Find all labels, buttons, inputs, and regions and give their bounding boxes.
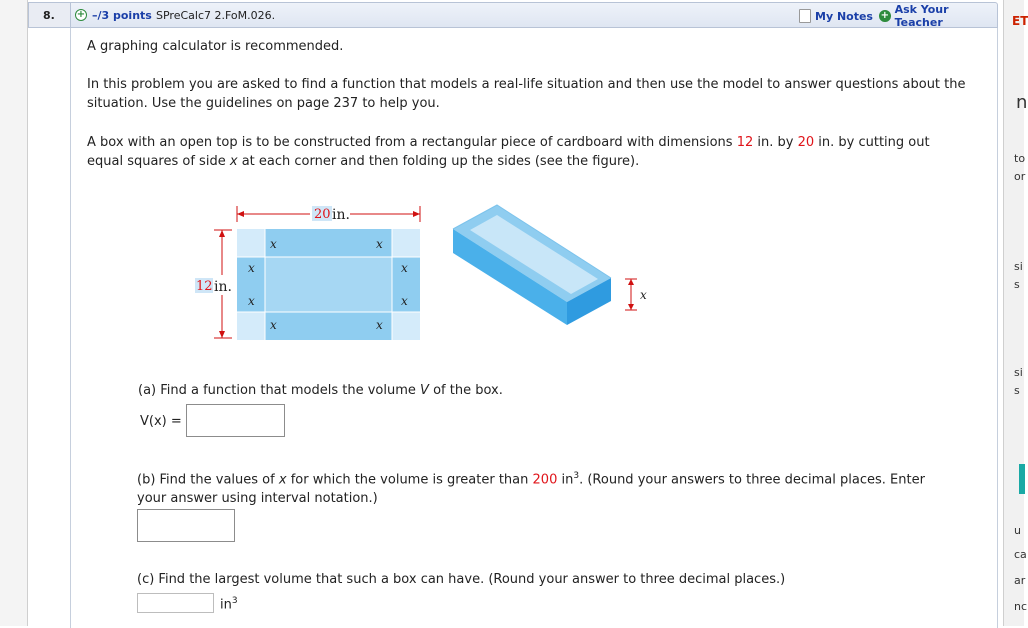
top-dim-unit: in.: [332, 207, 350, 223]
side-fragment: to: [1014, 152, 1026, 165]
problem-id: SPreCalc7 2.FoM.026.: [156, 9, 276, 22]
interval-input[interactable]: [137, 509, 235, 542]
box-height-label: x: [640, 288, 647, 302]
side-fragment: si: [1014, 260, 1023, 273]
part-c-unit-base: in: [220, 597, 232, 613]
calculator-note: A graphing calculator is recommended.: [87, 39, 344, 54]
part-b-text: (b) Find the values of: [137, 472, 275, 488]
part-b-unit: in: [561, 472, 574, 488]
part-b-text-mid: for which the volume is greater than: [290, 472, 529, 488]
corner-label: x: [376, 237, 383, 251]
left-dim-value: 12: [196, 279, 213, 294]
part-c-unit: [220, 592, 238, 614]
points-label[interactable]: –/3 points: [92, 9, 152, 22]
part-b-var: x: [278, 472, 287, 488]
left-dim-unit: in.: [214, 279, 232, 295]
plus-icon: +: [880, 10, 889, 21]
side-fragment: u: [1014, 524, 1021, 537]
top-dim-value: 20: [314, 207, 331, 222]
width-value: 12: [736, 135, 754, 150]
vx-input[interactable]: [186, 404, 285, 437]
corner-label: x: [248, 261, 255, 275]
variable-x: x: [229, 154, 238, 169]
length-value: 20: [797, 135, 815, 150]
box-height-dimension: [625, 279, 637, 310]
side-fragment: or: [1014, 170, 1026, 183]
corner-label: x: [248, 294, 255, 308]
question-number: 8.: [28, 2, 70, 28]
largest-volume-input[interactable]: [137, 593, 214, 613]
corner-label: x: [401, 261, 408, 275]
side-fragment: nc: [1014, 600, 1028, 613]
side-fragment: s: [1014, 278, 1020, 291]
side-fragment: n: [1016, 92, 1028, 113]
corner-label: x: [270, 237, 277, 251]
problem-text-3: at each corner and then folding up the sides (see the figure).: [241, 154, 640, 169]
part-b-prompt: [137, 467, 947, 508]
vx-label: V(x) =: [140, 414, 182, 429]
problem-text-1: A box with an open top is to be constructed from a rectangular piece of cardboard with dimensions: [87, 135, 733, 150]
volume-value: 200: [532, 472, 558, 488]
part-a-text: (a) Find a function that models the volume: [138, 383, 416, 398]
expand-plus-icon[interactable]: +: [76, 9, 86, 20]
side-fragment: ar: [1014, 574, 1026, 587]
part-a-prompt: [138, 381, 503, 400]
corner-label: x: [270, 318, 277, 332]
part-a-var: V: [420, 383, 429, 398]
corner-label: x: [401, 294, 408, 308]
side-fragment: s: [1014, 384, 1020, 397]
part-b-text-end: . (Round your answers to three decimal places. Enter your answer using interval notation.): [137, 472, 925, 507]
corner-label: x: [376, 318, 383, 332]
side-fragment: si: [1014, 366, 1023, 379]
my-notes-label: My Notes: [815, 9, 873, 23]
side-fragment: ca: [1014, 548, 1027, 561]
part-b-unit-exp: 3: [573, 471, 580, 481]
part-a-text-end: of the box.: [433, 383, 503, 398]
side-fragment: ET: [1012, 14, 1028, 28]
unit-in-by: in. by: [757, 135, 794, 150]
guideline-text: In this problem you are asked to find a function that models a real-life situation and then use the model to answer questions about the situation. Use the guidelines on page 237 to help you.: [87, 77, 966, 111]
ask-teacher-label: Ask Your Teacher: [894, 3, 949, 29]
part-c-unit-exp: 3: [231, 596, 238, 606]
problem-text-2: in. by cutting out equal squares of side: [87, 135, 930, 169]
folded-box: [453, 205, 611, 325]
cardboard-sheet: [237, 229, 420, 340]
part-c-prompt: (c) Find the largest volume that such a box can have. (Round your answer to three decimal places.): [137, 572, 786, 587]
